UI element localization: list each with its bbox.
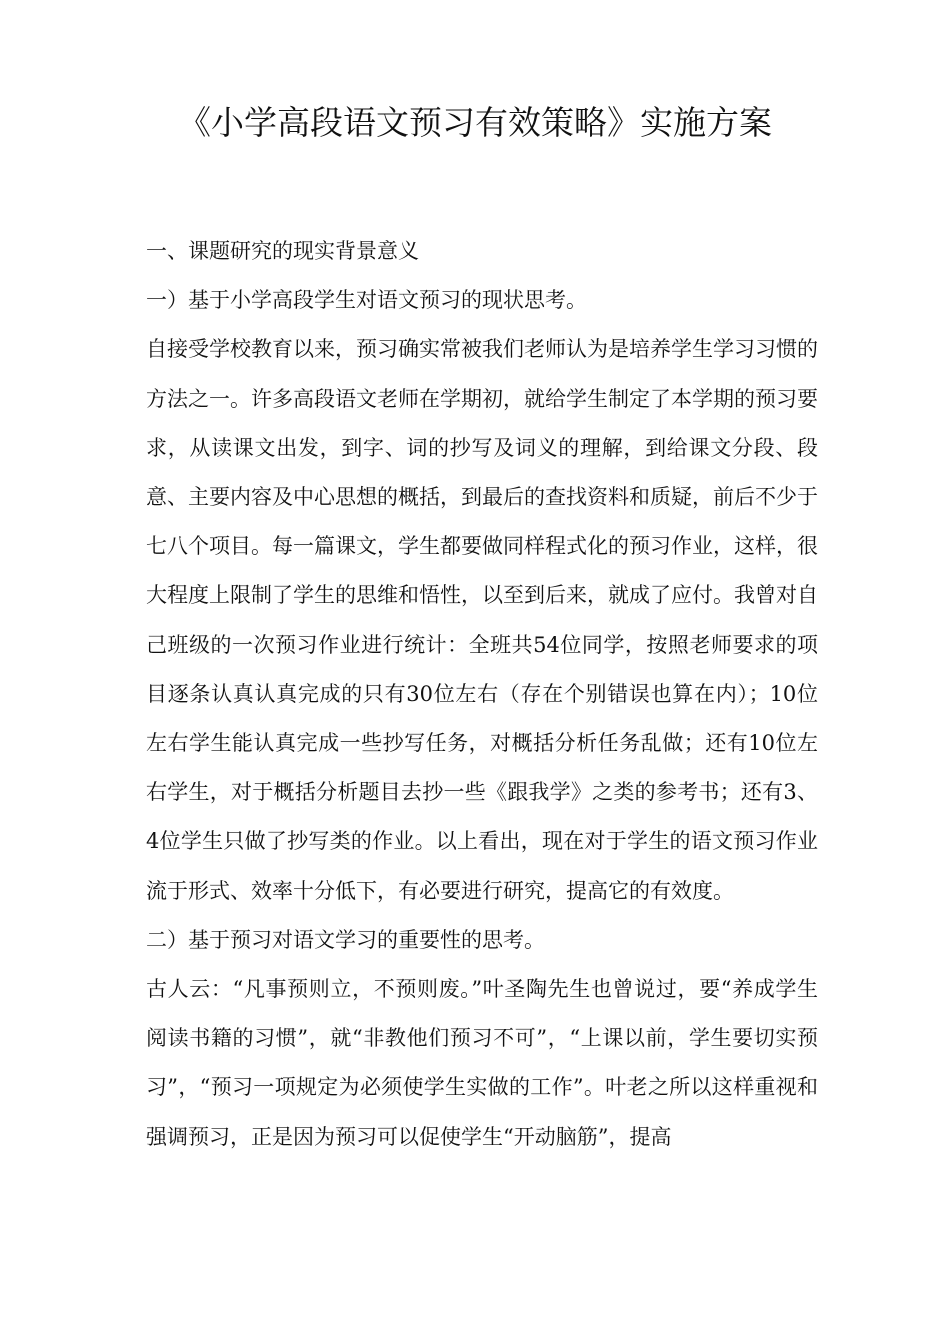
subsection-heading: 二）基于预习对语文学习的重要性的思考。 bbox=[146, 927, 545, 952]
body-paragraph: 古人云：“凡事预则立，不预则废。”叶圣陶先生也曾说过，要“养成学生阅读书籍的习惯”，就“非教他们预习不可”，“上课以前，学生要切实预习”，“预习一项规定为必须使学生实做的工作”。叶老之所以这样重视和强调预习，正是因为预习可以促使学生“开动脑筋”，提高 bbox=[146, 977, 818, 1149]
subsection-heading: 一）基于小学高段学生对语文预习的现状思考。 bbox=[146, 288, 587, 313]
document-title: 《小学高段语文预习有效策略》实施方案 bbox=[178, 103, 772, 142]
section-heading: 一、课题研究的现实背景意义 bbox=[146, 239, 419, 263]
body-paragraph: 自接受学校教育以来，预习确实常被我们老师认为是培养学生学习习惯的方法之一。许多高段语文老师在学期初，就给学生制定了本学期的预习要求，从读课文出发，到字、词的抄写及词义的理解，到给课文分段、段意、主要内容及中心思想的概括，到最后的查找资料和质疑，前后不少于七八个项目。每一篇课文，学生都要做同样程式化的预习作业，这样，很大程度上限制了学生的思维和悟性，以至到后来，就成了应付。我曾对自己班级的一次预习作业进行统计：全班共54位同学，按照老师要求的项目逐条认真认真完成的只有30位左右（存在个别错误也算在内）；10位左右学生能认真完成一些抄写任务，对概括分析任务乱做；还有10位左右学生，对于概括分析题目去抄一些《跟我学》之类的参考书；还有3、4位学生只做了抄写类的作业。以上看出，现在对于学生的语文预习作业流于形式、效率十分低下，有必要进行研究，提高它的有效度。 bbox=[146, 337, 818, 903]
document-body bbox=[146, 227, 818, 1162]
